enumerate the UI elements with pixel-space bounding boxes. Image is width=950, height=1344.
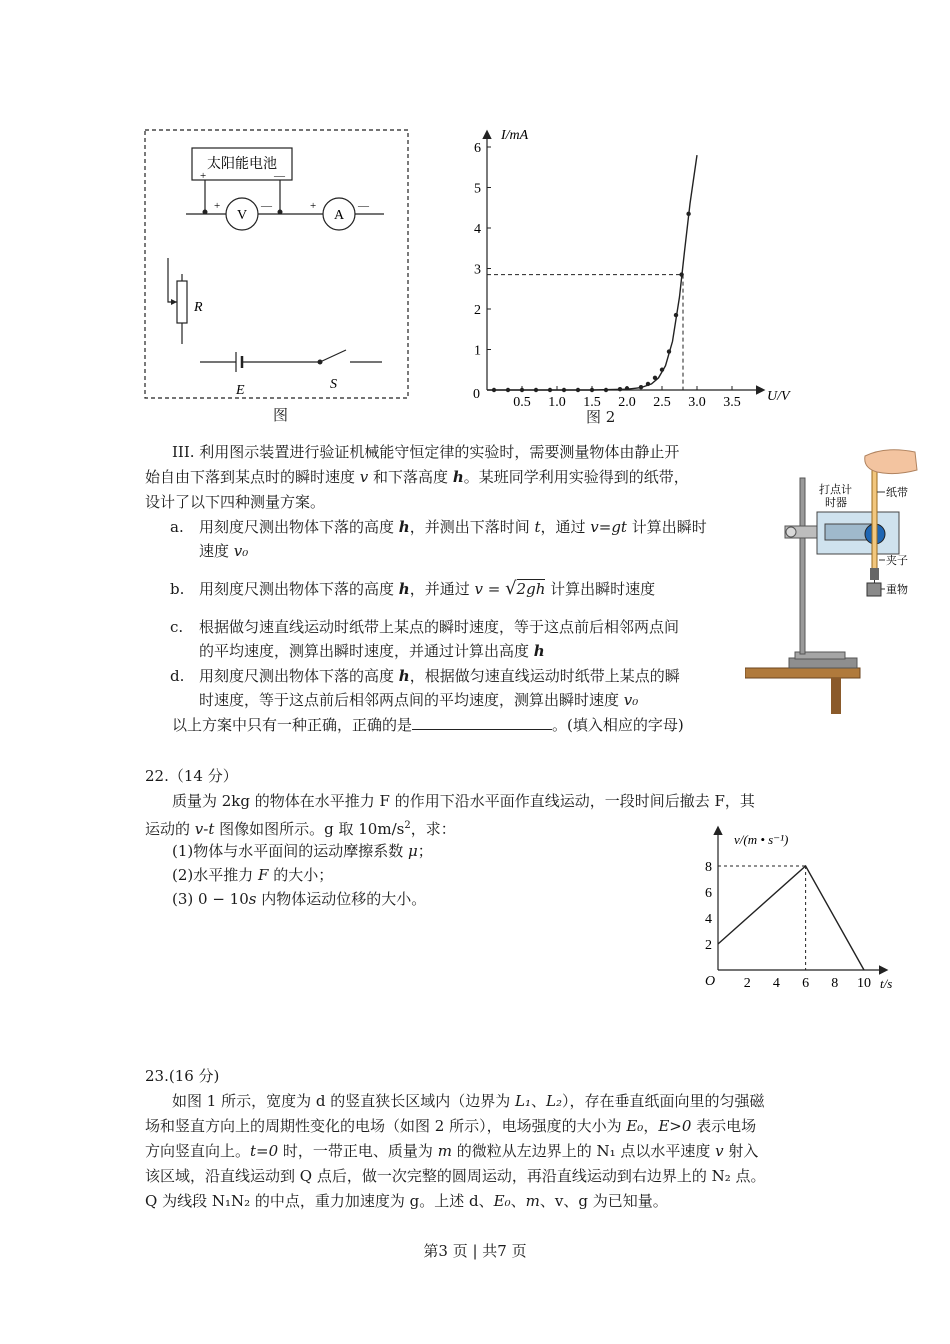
x-tick-label: 0.5 [513,395,531,410]
weight-label: 重物 [886,584,908,596]
part3-line1: III. 利用图示装置进行验证机械能守恒定律的实验时，需要测量物体由静止开 [172,443,680,461]
vt-x-tick-label: 2 [743,976,751,991]
data-point [653,376,657,380]
data-point [492,388,496,392]
data-point [674,313,678,317]
option-d-line1: 用刻度尺测出物体下落的高度 h，根据做匀速直线运动时纸带上某点的瞬 [199,667,680,685]
vt-x-tick-label: 10 [857,976,871,991]
x-tick-label: 3.0 [688,395,706,410]
stand-rod [800,478,805,654]
resistor-label: R [194,300,203,315]
q23-para5: Q 为线段 N₁N₂ 的中点，重力加速度为 g。上述 d、E₀、m、v、g 为已知量。 [145,1192,668,1210]
vt-y-tick-label: 2 [705,938,712,953]
q22-para2: 运动的 v-t 图像如图所示。g 取 $10m/s^2$，求： [145,820,456,838]
figure2-caption: 图 2 [586,408,616,426]
data-point [625,386,629,390]
q22-sub2: (2)水平推力 F 的大小； [172,866,334,884]
data-point [548,388,552,392]
y-tick-label: 4 [474,222,481,237]
data-point [660,368,664,372]
data-point [590,388,594,392]
solar-cell-label: 太阳能电池 [207,157,277,172]
part3-line2: 始自由下落到某点时的瞬时速度 v 和下落高度 h。某班同学利用实验得到的纸带， [145,468,689,486]
q23-para1: 如图 1 所示，宽度为 d 的竖直狭长区域内（边界为 L₁、L₂），存在垂直纸面向里的匀强磁 [172,1092,765,1110]
vt-x-tick-label: 4 [772,976,780,991]
data-point [679,272,683,276]
q23-para3: 方向竖直向上。t=0 时，一带正电、质量为 m 的微粒从左边界上的 N₁ 点以水平速度 v 射入 [145,1142,759,1160]
vt-y-tick-label: 4 [705,912,712,927]
clip-label: 夹子 [886,555,908,567]
y-tick-label: 1 [474,343,481,359]
x-tick-label: 2.0 [618,395,636,410]
vt-series-line [718,866,864,970]
option-a-line1: 用刻度尺测出物体下落的高度 h，并测出下落时间 t，通过 v=gt 计算出瞬时 [199,518,707,536]
part3-line3: 设计了以下四种测量方案。 [145,493,326,511]
option-c-line2: 的平均速度，测算出瞬时速度，并通过计算出高度 h [199,642,545,660]
figure1-caption: 图 [273,406,289,424]
weight-block [867,583,881,596]
data-point [646,382,650,386]
table-top [745,668,860,678]
guide-dashed-line [487,275,683,390]
option-b-label: b. [170,580,185,598]
q23-para4: 该区域，沿直线运动到 Q 点后，做一次完整的圆周运动，再沿直线运动到右边界上的 N₂ 点。 [145,1167,766,1185]
option-a-line2: 速度 v₀ [199,542,249,560]
y-axis-label: I/mA [501,128,529,143]
x-axis-label: U/V [767,389,790,404]
iu-curve [487,155,697,390]
paper-tape [872,460,877,570]
iu-chart [465,120,800,416]
option-c-line1: 根据做匀速直线运动时纸带上某点的瞬时速度，等于这点前后相邻两点间 [199,618,680,636]
voltmeter-minus: — [261,200,272,212]
ammeter-minus: — [358,200,369,212]
apparatus-illustration [745,446,920,716]
y-tick-label: 6 [474,141,481,156]
circuit-diagram [140,126,415,404]
q22-sub3: (3) 0 − 10s 内物体运动位移的大小。 [172,890,427,908]
q22-sub1: (1)物体与水平面间的运动摩擦系数 μ； [172,842,433,860]
timer-label-2: 时器 [825,497,847,509]
data-point [576,388,580,392]
answer-line: 以上方案中只有一种正确，正确的是 。(填入相应的字母) [172,716,684,734]
answer-blank[interactable] [412,715,552,730]
q22-heading: 22.（14 分） [145,767,238,785]
voltmeter-label: V [236,208,248,223]
q23-heading: 23.(16 分) [145,1067,220,1085]
data-point [639,385,643,389]
hand-icon [865,450,917,474]
option-c-label: c. [170,618,184,636]
page-footer: 第3 页 | 共7 页 [423,1242,527,1260]
x-tick-label: 3.5 [723,395,741,410]
vt-chart [700,820,910,998]
vt-origin: O [705,974,716,989]
x-tick-label: 2.5 [653,395,671,410]
vt-y-tick-label: 6 [705,886,712,901]
data-point [534,388,538,392]
solar-plus: + [200,170,207,182]
x-tick-label: 1.0 [548,395,566,410]
y-tick-label: 5 [474,181,481,197]
switch-label: S [330,377,337,392]
ammeter-label: A [333,208,345,223]
option-d-label: d. [170,667,185,685]
data-point [604,388,608,392]
vt-x-tick-label: 8 [831,976,839,991]
vt-x-tick-label: 6 [802,976,810,991]
data-point [506,388,510,392]
vt-y-label: v/(m • s⁻¹) [734,832,789,847]
data-point [520,388,524,392]
y-tick-label: 3 [474,262,481,278]
solar-minus: — [274,170,285,182]
data-point [562,388,566,392]
data-point [618,387,622,391]
data-point [686,212,690,216]
q23-para2: 场和竖直方向上的周期性变化的电场（如图 2 所示），电场强度的大小为 E₀，E>0 表示电场 [145,1117,757,1135]
q22-para1: 质量为 2kg 的物体在水平推力 F 的作用下沿水平面作直线运动，一段时间后撤去 F，其 [172,792,755,810]
battery-label: E [236,383,245,398]
voltmeter-plus: + [214,200,221,212]
timer-label: 打点计 [819,484,852,496]
option-b-line1: 用刻度尺测出物体下落的高度 h，并通过 v = √2gh 计算出瞬时速度 [199,578,656,599]
option-a-label: a. [170,518,184,536]
y-tick-label: 2 [474,303,481,318]
option-d-line2: 时速度，等于这点前后相邻两点间的平均速度，测算出瞬时速度 v₀ [199,691,639,709]
vt-y-tick-label: 8 [705,860,712,875]
tape-label: 纸带 [886,487,908,499]
vt-x-label: t/s [880,976,893,991]
data-point [667,349,671,353]
ammeter-plus: + [310,200,317,212]
x-tick-label: 1.5 [583,395,601,410]
origin-label: 0 [473,387,480,402]
